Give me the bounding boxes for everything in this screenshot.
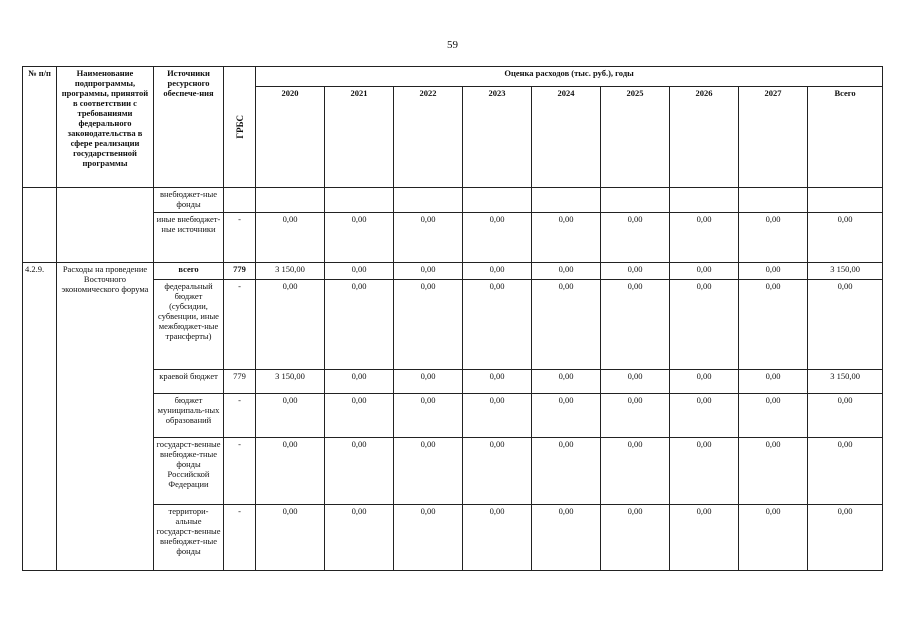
number-cell-empty [23, 188, 57, 263]
budget-table [22, 66, 883, 571]
value-cell: 0,00 [256, 394, 325, 438]
grbs-cell: - [224, 438, 256, 505]
value-cell: 0,00 [463, 213, 532, 263]
value-cell: 0,00 [325, 213, 394, 263]
value-cell: 0,00 [601, 505, 670, 571]
year-header: 2025 [601, 87, 670, 188]
grbs-cell: 779 [224, 370, 256, 394]
value-cell: 0,00 [808, 438, 883, 505]
year-header: 2023 [463, 87, 532, 188]
item-number: 4.2.9. [23, 263, 57, 571]
value-cell: 0,00 [670, 280, 739, 370]
page-number: 59 [447, 39, 458, 51]
item-name: Расходы на проведение Восточного экономического форума [57, 263, 154, 571]
value-cell: 0,00 [325, 263, 394, 280]
value-cell: 0,00 [670, 370, 739, 394]
value-cell: 3 150,00 [808, 370, 883, 394]
value-cell [808, 188, 883, 213]
header-estimate: Оценка расходов (тыс. руб.), годы [256, 67, 883, 87]
source-cell: иные внебюджет-ные источники [154, 213, 224, 263]
year-header: 2027 [739, 87, 808, 188]
source-cell: территори-альные государст-венные внебюджет-ные фонды [154, 505, 224, 571]
source-cell: бюджет муниципаль-ных образований [154, 394, 224, 438]
value-cell: 0,00 [601, 370, 670, 394]
value-cell [463, 188, 532, 213]
value-cell [670, 188, 739, 213]
value-cell: 0,00 [394, 394, 463, 438]
value-cell: 0,00 [532, 370, 601, 394]
value-cell [739, 188, 808, 213]
grbs-cell [224, 188, 256, 213]
value-cell: 0,00 [601, 263, 670, 280]
year-header: 2024 [532, 87, 601, 188]
value-cell: 0,00 [325, 394, 394, 438]
value-cell: 0,00 [394, 370, 463, 394]
value-cell: 0,00 [739, 213, 808, 263]
value-cell: 0,00 [532, 505, 601, 571]
value-cell: 0,00 [394, 280, 463, 370]
value-cell [532, 188, 601, 213]
value-cell: 0,00 [463, 394, 532, 438]
value-cell: 0,00 [394, 505, 463, 571]
year-header: 2026 [670, 87, 739, 188]
value-cell: 0,00 [601, 280, 670, 370]
value-cell: 0,00 [739, 505, 808, 571]
value-cell: 0,00 [601, 213, 670, 263]
value-cell: 0,00 [532, 213, 601, 263]
value-cell: 0,00 [670, 213, 739, 263]
grbs-cell: - [224, 505, 256, 571]
value-cell: 0,00 [601, 394, 670, 438]
grbs-cell: - [224, 394, 256, 438]
source-cell: государст-венные внебюдже-тные фонды Российской Федерации [154, 438, 224, 505]
value-cell: 0,00 [532, 280, 601, 370]
value-cell: 0,00 [670, 438, 739, 505]
value-cell: 0,00 [463, 370, 532, 394]
value-cell [256, 188, 325, 213]
value-cell: 0,00 [670, 263, 739, 280]
value-cell: 0,00 [601, 438, 670, 505]
value-cell: 0,00 [325, 370, 394, 394]
value-cell: 0,00 [739, 394, 808, 438]
value-cell: 3 150,00 [256, 263, 325, 280]
value-cell: 0,00 [532, 394, 601, 438]
value-cell: 0,00 [739, 370, 808, 394]
grbs-cell: - [224, 213, 256, 263]
value-cell: 3 150,00 [808, 263, 883, 280]
year-header: Всего [808, 87, 883, 188]
value-cell: 0,00 [739, 280, 808, 370]
value-cell: 0,00 [463, 438, 532, 505]
value-cell: 0,00 [532, 263, 601, 280]
header-program-name: Наименование подпрограммы, программы, принятой в соответствии с требованиями федерального законодательства в сфере реализации государственной программы [57, 67, 154, 188]
value-cell: 0,00 [463, 505, 532, 571]
year-header: 2021 [325, 87, 394, 188]
table-row [23, 263, 883, 280]
value-cell: 0,00 [739, 438, 808, 505]
value-cell: 0,00 [394, 213, 463, 263]
value-cell: 0,00 [670, 394, 739, 438]
value-cell: 0,00 [325, 438, 394, 505]
value-cell: 0,00 [325, 280, 394, 370]
value-cell: 0,00 [739, 263, 808, 280]
value-cell: 0,00 [256, 505, 325, 571]
value-cell: 3 150,00 [256, 370, 325, 394]
value-cell: 0,00 [808, 394, 883, 438]
header-grbs-label: ГРБС [234, 115, 245, 139]
value-cell: 0,00 [394, 263, 463, 280]
header-number: № п/п [23, 67, 57, 188]
year-header: 2020 [256, 87, 325, 188]
year-header: 2022 [394, 87, 463, 188]
name-cell-empty [57, 188, 154, 263]
value-cell: 0,00 [325, 505, 394, 571]
grbs-cell: 779 [224, 263, 256, 280]
value-cell: 0,00 [256, 280, 325, 370]
value-cell: 0,00 [256, 438, 325, 505]
table-body [23, 188, 883, 571]
value-cell: 0,00 [463, 263, 532, 280]
source-cell: федеральный бюджет (субсидии, субвенции, иные межбюджет-ные трансферты) [154, 280, 224, 370]
value-cell: 0,00 [256, 213, 325, 263]
header-grbs [224, 67, 256, 188]
value-cell [601, 188, 670, 213]
value-cell: 0,00 [532, 438, 601, 505]
source-cell: внебюджет-ные фонды [154, 188, 224, 213]
value-cell: 0,00 [808, 280, 883, 370]
table-header [23, 67, 883, 188]
table-row [23, 188, 883, 213]
value-cell: 0,00 [670, 505, 739, 571]
source-cell: краевой бюджет [154, 370, 224, 394]
grbs-cell: - [224, 280, 256, 370]
value-cell: 0,00 [808, 505, 883, 571]
value-cell: 0,00 [394, 438, 463, 505]
value-cell [325, 188, 394, 213]
value-cell: 0,00 [808, 213, 883, 263]
header-funding-source: Источники ресурсного обеспече-ния [154, 67, 224, 188]
value-cell: 0,00 [463, 280, 532, 370]
value-cell [394, 188, 463, 213]
source-cell: всего [154, 263, 224, 280]
